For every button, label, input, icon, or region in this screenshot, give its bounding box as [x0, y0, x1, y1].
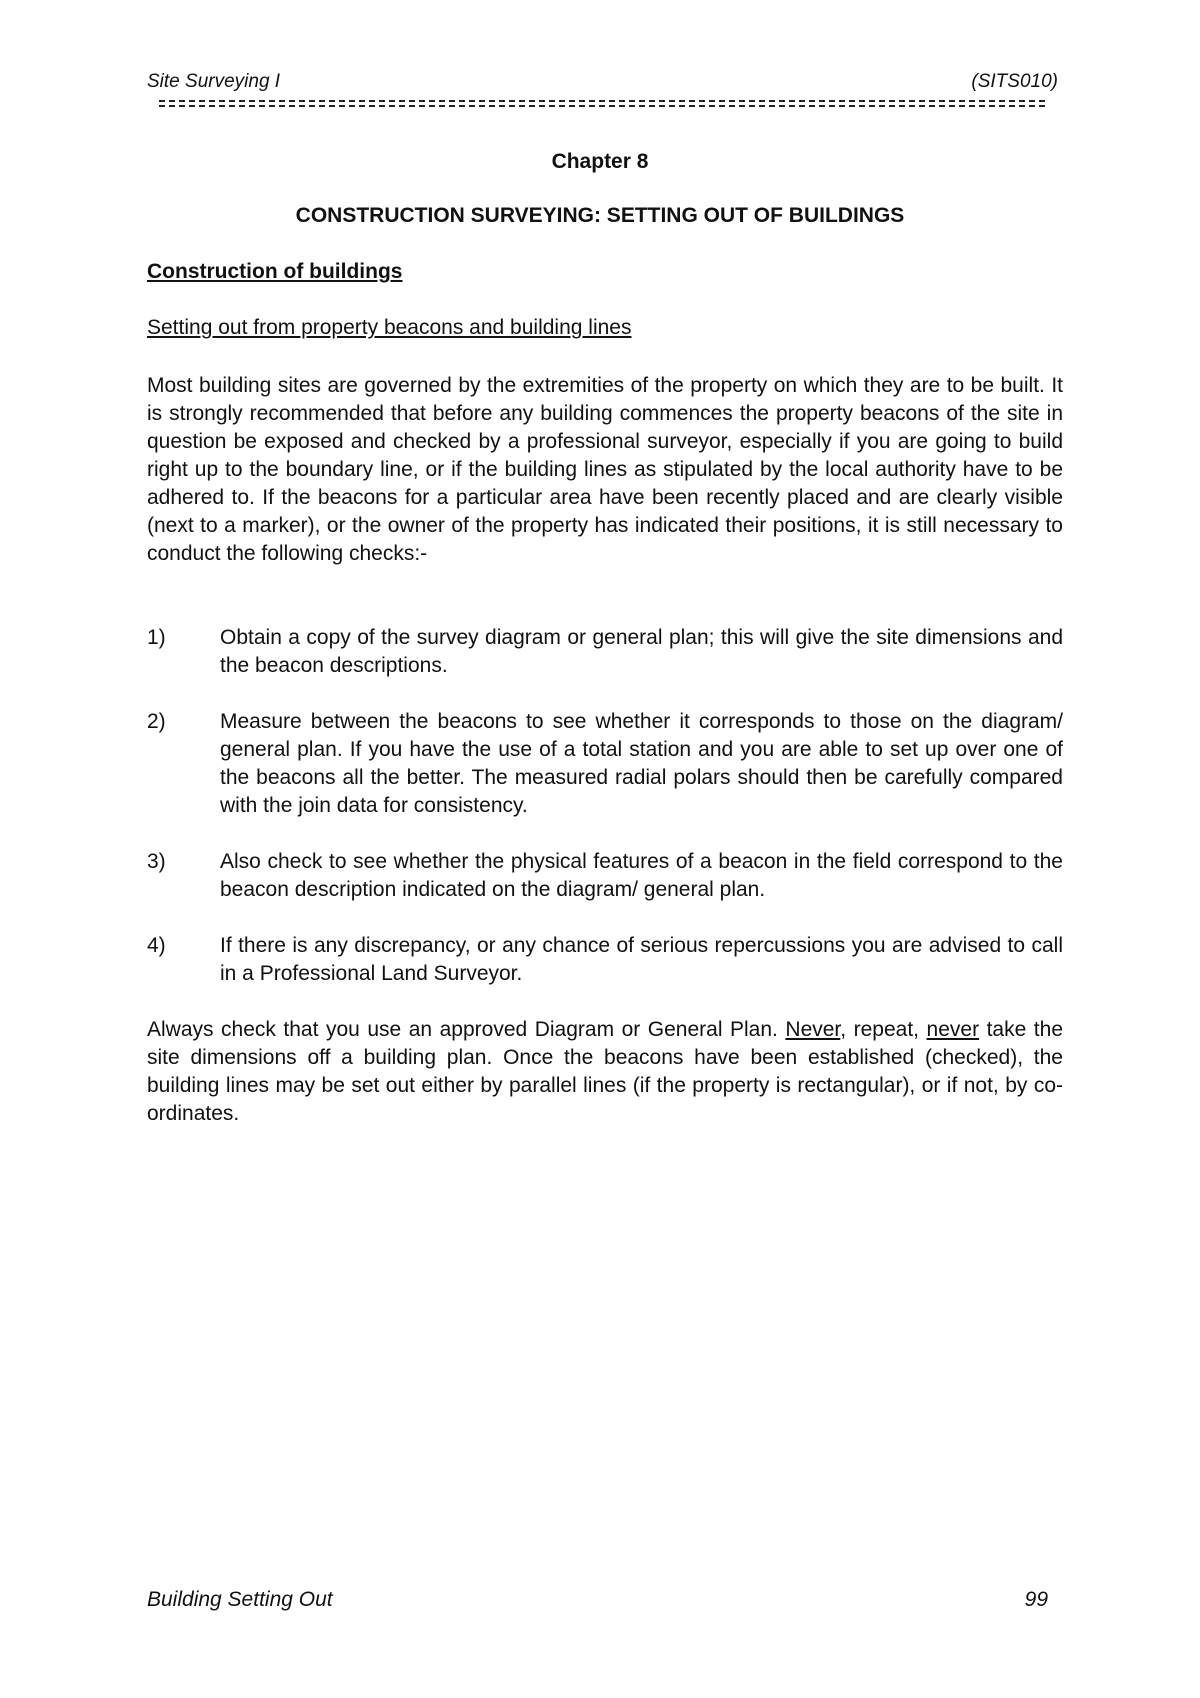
list-item-text: Obtain a copy of the survey diagram or general plan; this will give the site dimensions and the beacon descriptions.: [220, 626, 1063, 677]
list-item-number: 1): [147, 626, 166, 649]
list-item: [147, 932, 1063, 988]
list-item-number: 3): [147, 850, 166, 873]
emphasis-never: Never: [785, 1018, 841, 1041]
checks-list: [147, 624, 1063, 1016]
list-item-number: 4): [147, 934, 166, 957]
footer-title: Building Setting Out: [147, 1588, 333, 1611]
closing-text-part2: , repeat,: [840, 1018, 927, 1041]
list-item-number: 2): [147, 710, 166, 733]
list-item: [147, 848, 1063, 904]
closing-text-part1: Always check that you use an approved Diagram or General Plan.: [147, 1018, 786, 1041]
list-item: [147, 624, 1063, 680]
intro-paragraph: Most building sites are governed by the extremities of the property on which they are to be built. It is strongly recommended that before any building commences the property beacons of the site in question be exposed and checked by a professional surveyor, especially if you are going to build right up to the boundary line, or if the building lines as stipulated by the local authority have to be adhered to. If the beacons for a particular area have been recently placed and are clearly visible (next to a marker), or the owner of the property has indicated their positions, it is still necessary to conduct the following checks:-: [147, 374, 1063, 565]
page-number: 99: [1024, 1588, 1048, 1611]
closing-text-part3: take the site dimensions off a building plan. Once the beacons have been established (checked), the building lines may be set out either by parallel lines (if the property is rectangular), or if not, by co-ordinates.: [147, 1018, 1063, 1125]
list-item-text: Measure between the beacons to see whether it corresponds to those on the diagram/ general plan. If you have the use of a total station and you are able to set up over one of the beacons all the better. The measured radial polars should then be carefully compared with the join data for consistency.: [220, 710, 1063, 817]
section-heading: Construction of buildings: [147, 260, 403, 283]
header-rule: [159, 100, 1045, 107]
subsection-heading: Setting out from property beacons and building lines: [147, 316, 632, 339]
closing-paragraph: [147, 1016, 1063, 1128]
list-item-text: Also check to see whether the physical features of a beacon in the field correspond to the beacon description indicated on the diagram/ general plan.: [220, 850, 1063, 901]
chapter-label: Chapter 8: [551, 150, 649, 173]
header-course-code: (SITS010): [971, 71, 1058, 92]
list-item: [147, 708, 1063, 820]
header-course-name: Site Surveying I: [147, 71, 281, 92]
chapter-title: CONSTRUCTION SURVEYING: SETTING OUT OF BUILDINGS: [295, 204, 905, 227]
list-item-text: If there is any discrepancy, or any chance of serious repercussions you are advised to call in a Professional Land Surveyor.: [220, 934, 1063, 985]
emphasis-never-repeat: never: [926, 1018, 980, 1041]
